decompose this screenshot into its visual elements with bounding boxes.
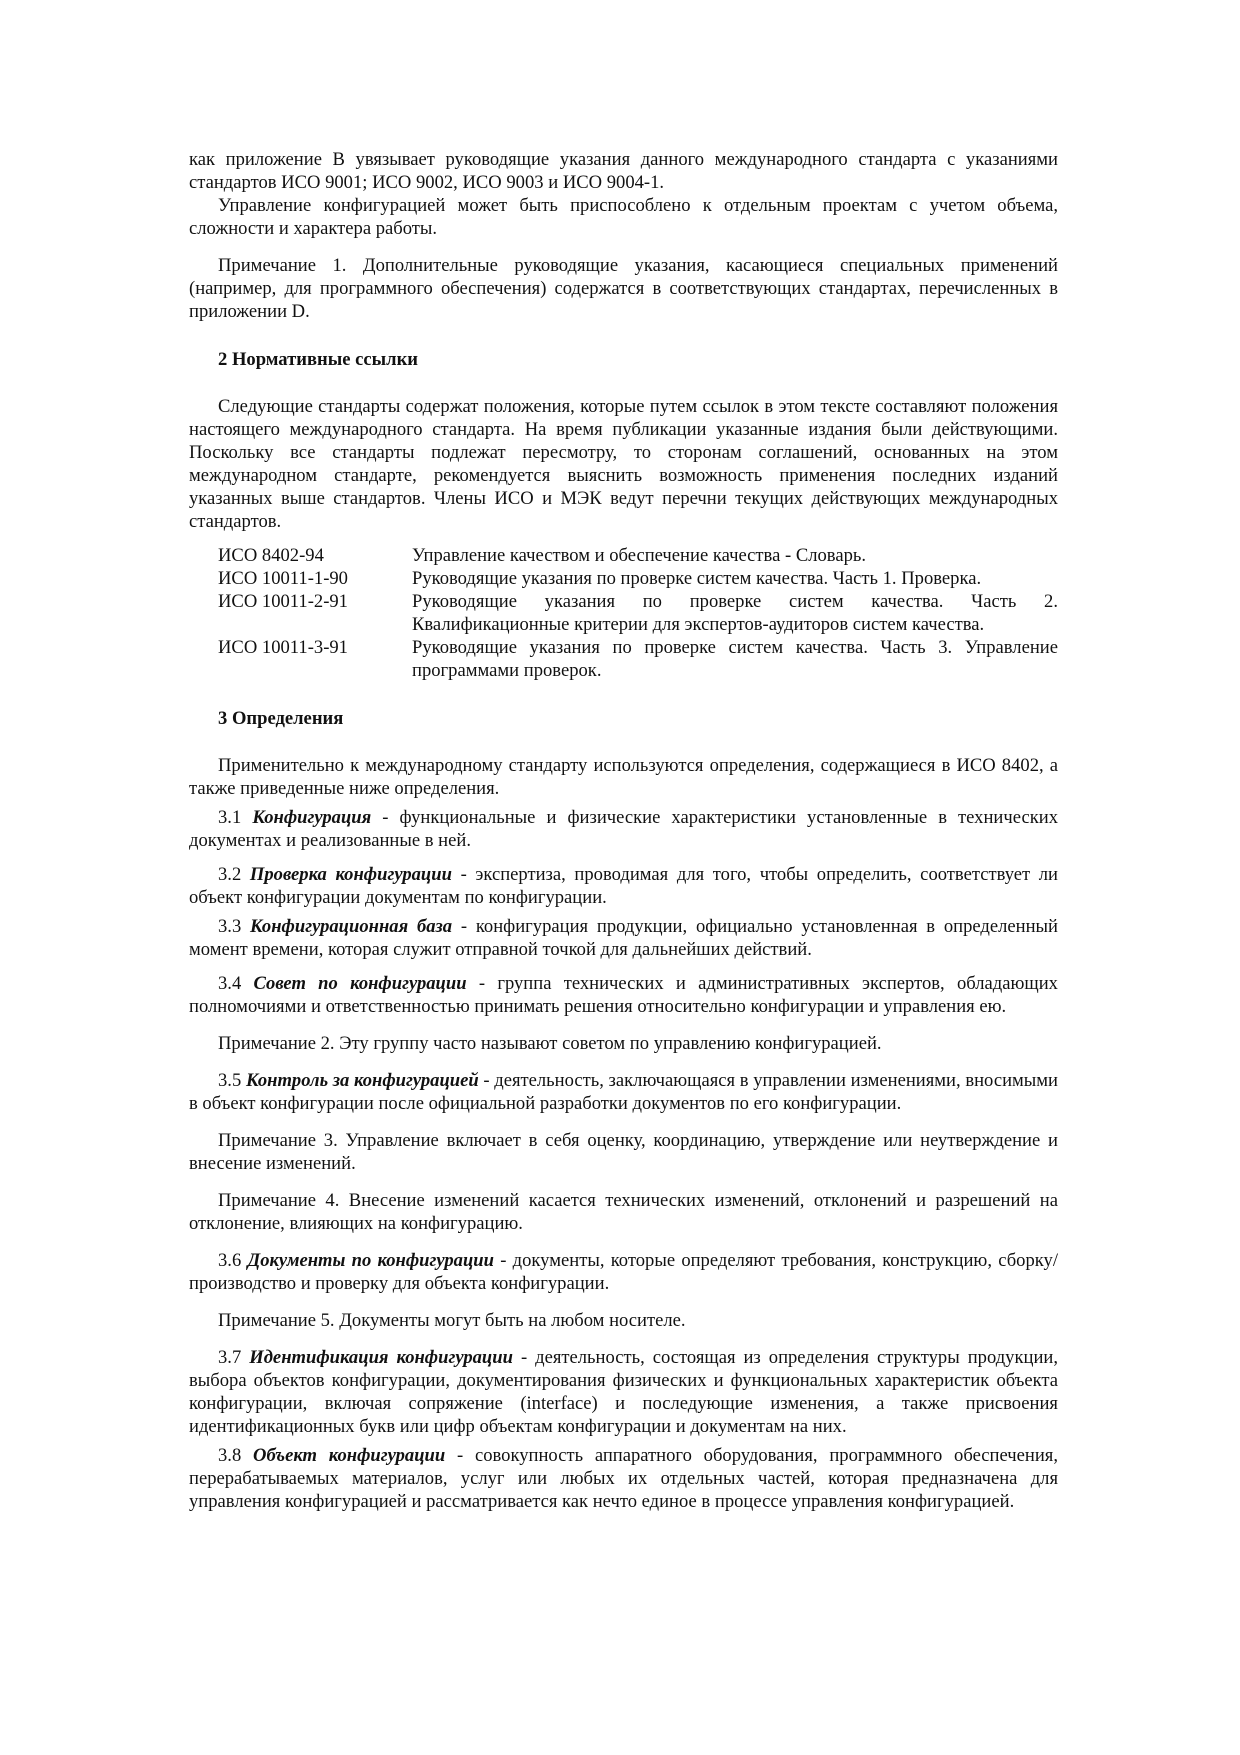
reference-row — [218, 590, 1058, 636]
reference-title: Руководящие указания по проверке систем качества. Часть 2. Квалификационные критерии для экспертов-аудиторов систем качества. — [412, 591, 1058, 635]
definition-3-3 — [189, 915, 1058, 961]
definition-text: - функциональные и физические характеристики установленные в технических документах и реализованные в ней. — [189, 807, 1058, 851]
definition-term: Конфигурационная база — [250, 916, 453, 937]
reference-code: ИСО 10011-2-91 — [218, 591, 348, 612]
definition-term: Идентификация конфигурации — [249, 1347, 513, 1368]
definition-text: - совокупность аппаратного оборудования, программного обеспечения, перерабатываемых материалов, услуг или любых их отдельных частей, которая предназначена для управления конфигурацией и рассматривается как нечто единое в процессе управления конфигурацией. — [189, 1445, 1058, 1512]
definition-3-4 — [189, 972, 1058, 1018]
reference-row — [218, 544, 1058, 567]
definition-text: - конфигурация продукции, официально установленная в определенный момент времени, которая служит отправной точкой для дальнейших действий. — [189, 916, 1058, 960]
definition-number: 3.1 — [218, 807, 242, 828]
definition-3-5 — [189, 1069, 1058, 1115]
definition-3-6 — [189, 1249, 1058, 1295]
definition-number: 3.2 — [218, 864, 242, 885]
section-3-paragraph: Применительно к международному стандарту используются определения, содержащиеся в ИСО 8402, а также приведенные ниже определения. — [189, 755, 1058, 799]
definition-number: 3.8 — [218, 1445, 242, 1466]
reference-code: ИСО 8402-94 — [218, 545, 324, 566]
definition-3-1 — [189, 806, 1058, 852]
reference-row — [218, 636, 1058, 682]
note-4: Примечание 4. Внесение изменений касается технических изменений, отклонений и разрешений на отклонение, влияющих на конфигурацию. — [189, 1190, 1058, 1234]
definition-text: - экспертиза, проводимая для того, чтобы определить, соответствует ли объект конфигурации документам по конфигурации. — [189, 864, 1059, 908]
reference-row — [218, 567, 1058, 590]
definition-term: Объект конфигурации — [253, 1445, 446, 1466]
definition-number: 3.3 — [218, 916, 242, 937]
definition-text: - деятельность, заключающаяся в управлении изменениями, вносимыми в объект конфигурации после официальной разработки документов по его конфигурации. — [189, 1070, 1058, 1114]
definition-term: Совет по конфигурации — [253, 973, 467, 994]
note-2: Примечание 2. Эту группу часто называют советом по управлению конфигурацией. — [218, 1033, 882, 1054]
section-2-paragraph: Следующие стандарты содержат положения, которые путем ссылок в этом тексте составляют положения настоящего международного стандарта. На время публикации указанные издания были действующими. Поскольку все стандарты подлежат пересмотру, то сторонам соглашений, основанных на этом международном стандарте, рекомендуется выяснить возможность применения последних изданий указанных выше стандартов. Члены ИСО и МЭК ведут перечни текущих действующих международных стандартов. — [189, 396, 1058, 532]
definition-term: Конфигурация — [252, 807, 372, 828]
reference-title: Руководящие указания по проверке систем качества. Часть 1. Проверка. — [412, 568, 982, 589]
section-3-heading: 3 Определения — [218, 708, 344, 729]
reference-code: ИСО 10011-1-90 — [218, 568, 348, 589]
normative-references-list — [189, 544, 1058, 682]
definition-text: - группа технических и административных экспертов, обладающих полномочиями и ответственностью принимать решения относительно конфигурации и управления ею. — [189, 973, 1058, 1017]
definition-3-8 — [189, 1444, 1058, 1513]
definition-number: 3.7 — [218, 1347, 242, 1368]
definition-3-7 — [189, 1346, 1058, 1438]
definition-number: 3.4 — [218, 973, 242, 994]
note-1: Примечание 1. Дополнительные руководящие указания, касающиеся специальных применений (например, для программного обеспечения) содержатся в соответствующих стандартах, перечисленных в приложении D. — [189, 255, 1058, 322]
definition-number: 3.5 — [218, 1070, 242, 1091]
definition-term: Контроль за конфигурацией — [245, 1070, 479, 1091]
definition-term: Проверка конфигурации — [249, 864, 452, 885]
note-5: Примечание 5. Документы могут быть на любом носителе. — [218, 1310, 686, 1331]
definition-text: - документы, которые определяют требования, конструкцию, сборку/производство и проверку для объекта конфигурации. — [189, 1250, 1058, 1294]
definition-number: 3.6 — [218, 1250, 242, 1271]
reference-code: ИСО 10011-3-91 — [218, 637, 348, 658]
reference-title: Руководящие указания по проверке систем качества. Часть 3. Управление программами проверок. — [412, 637, 1058, 681]
intro-paragraph: Управление конфигурацией может быть приспособлено к отдельным проектам с учетом объема, сложности и характера работы. — [189, 195, 1058, 239]
note-3: Примечание 3. Управление включает в себя оценку, координацию, утверждение или неутверждение и внесение изменений. — [189, 1130, 1058, 1174]
reference-title: Управление качеством и обеспечение качества - Словарь. — [412, 545, 867, 566]
definition-text: - деятельность, состоящая из определения структуры продукции, выбора объектов конфигурации, документирования физических и функциональных характеристик объекта конфигурации, включая сопряжение (interface) и последующие изменения, а также присвоения идентификационных букв или цифр объектам конфигурации и документам на них. — [189, 1347, 1059, 1437]
intro-paragraph: как приложение В увязывает руководящие указания данного международного стандарта с указаниями стандартов ИСО 9001; ИСО 9002, ИСО 9003 и ИСО 9004-1. — [189, 149, 1058, 193]
section-2-heading: 2 Нормативные ссылки — [218, 349, 419, 370]
definition-3-2 — [189, 863, 1058, 909]
definition-term: Документы по конфигурации — [247, 1250, 494, 1271]
